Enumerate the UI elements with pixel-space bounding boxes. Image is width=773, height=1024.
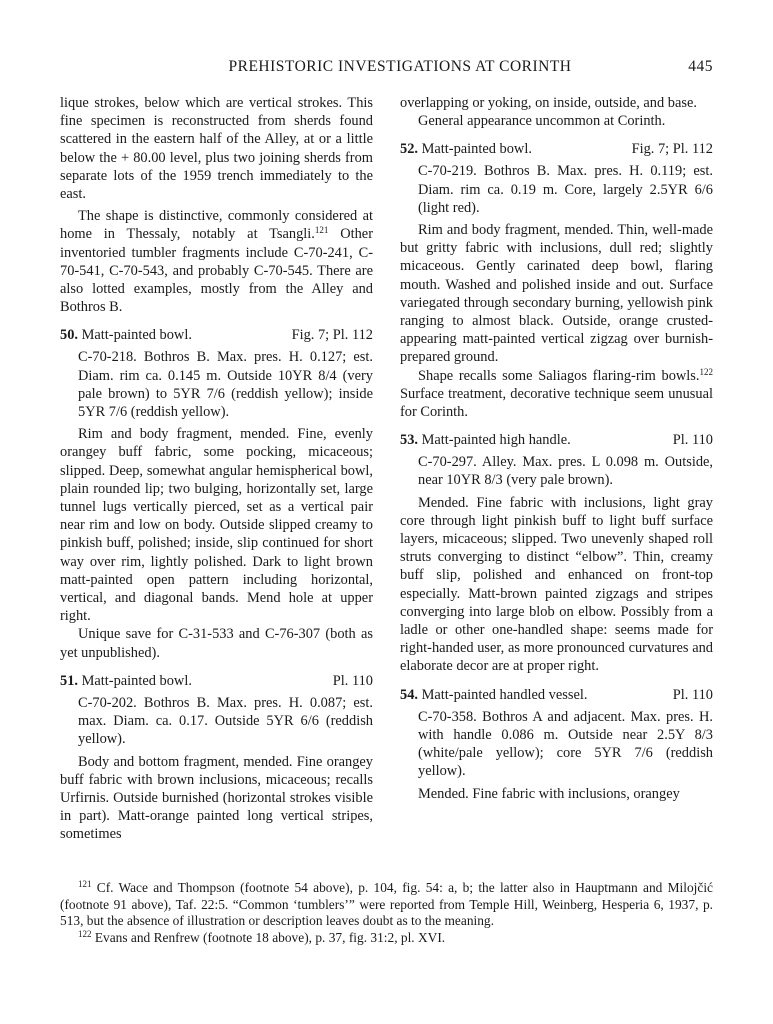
footnote-text: Evans and Renfrew (footnote 18 above), p. 37, fig. 31:2, pl. XVI. — [91, 929, 446, 945]
entry-figure-ref: Pl. 110 — [332, 672, 373, 689]
running-head-title: PREHISTORIC INVESTIGATIONS AT CORINTH — [228, 58, 572, 75]
paragraph: Rim and body fragment, mended. Thin, well-made but gritty fabric with inclusions, dull red; slightly micaceous. Gently carinated deep bowl, flaring mouth. Washed and polished inside and out. Surface variegated through secondary burning, yellowish pink ranging to almost black. Outside, orange crusted-appearing matt-painted vertical zigzag over burnish-prepared ground. — [400, 222, 713, 366]
left-column — [60, 94, 373, 844]
footnote-122 — [60, 930, 713, 947]
entry-figure-ref: Pl. 110 — [672, 432, 713, 449]
catalogue-entry-heading — [400, 431, 713, 449]
running-head — [60, 58, 713, 78]
paragraph-text: Shape recalls some Saliagos flaring-rim bowls. — [418, 367, 700, 384]
entry-title: Matt-painted bowl. — [421, 141, 532, 158]
paragraph-text: Other inventoried tumbler fragments include C-70-241, C-70-541, C-70-543, and probably C-70-545. There are also lotted examples, mostly from the Alley and Bothros B. — [60, 226, 373, 316]
entry-title: Matt-painted high handle. — [421, 432, 571, 449]
paragraph — [60, 207, 373, 316]
entry-description: C-70-297. Alley. Max. pres. L 0.098 m. Outside, near 10YR 8/3 (very pale brown). — [418, 454, 713, 489]
paragraph: lique strokes, below which are vertical strokes. This fine specimen is reconstructed from sherds found scattered in the eastern half of the Alley, at or a little below the + 80.00 level, plus two joining sherds from separate lots of the 1959 trench immediately to the east. — [60, 95, 373, 203]
footnote-marker: 121 — [78, 879, 92, 889]
catalogue-entry-heading — [60, 672, 373, 690]
catalogue-entry-heading — [400, 686, 713, 704]
right-column — [400, 94, 713, 803]
entry-title: Matt-painted bowl. — [81, 327, 192, 344]
entry-figure-ref: Pl. 110 — [672, 686, 713, 703]
entry-figure-ref: Fig. 7; Pl. 112 — [631, 141, 713, 158]
paragraph: Body and bottom fragment, mended. Fine orangey buff fabric with brown inclusions, micaceous; recalls Urfirnis. Outside burnished (horizontal strokes visible in part). Matt-orange painted long vertical stripes, sometimes — [60, 753, 373, 843]
entry-number: 53. — [400, 432, 418, 449]
paragraph: Mended. Fine fabric with inclusions, light gray core through light pinkish buff to light buff surface layers, micaceous; slipped. Two unevenly shaped roll struts converging to distinct “elbow”. Thin, creamy buff slip, polished and enhanced on front-top especially. Matt-brown painted zigzags and stripes converging into large blob on elbow. Possibly from a ladle or other one-handled shape: seems made for right-handed user, as more pronounced curvatures and elaborate decor are at proper right. — [400, 494, 713, 675]
footnote-marker: 122 — [78, 928, 92, 939]
catalogue-entry-heading — [400, 140, 713, 158]
entry-description: C-70-202. Bothros B. Max. pres. H. 0.087; est. max. Diam. ca. 0.17. Outside 5YR 6/6 (reddish yellow). — [78, 694, 373, 748]
paragraph: General appearance uncommon at Corinth. — [418, 113, 666, 130]
paragraph — [400, 367, 713, 422]
entry-description: C-70-218. Bothros B. Max. pres. H. 0.127; est. Diam. rim ca. 0.145 m. Outside 10YR 8/4 (very pale brown) to 5YR 7/6 (reddish yellow); inside 5YR 7/6 (reddish yellow). — [78, 349, 373, 421]
paragraph: Rim and body fragment, mended. Fine, evenly orangey buff fabric, some pocking, micaceous; slipped. Deep, somewhat angular hemispherical bowl, plain rounded lip; two bulging, horizontally set, large tunnel lugs vertically pierced, set as a vertical pair near rim and low on body. Outside slipped creamy to pinkish buff, polished; inside, slip continued for short way over rim, lightly polished. Dark to light brown matt-painted open pattern including horizontal, vertical, and diagonal bands. Mend hole at upper right. — [60, 426, 373, 625]
entry-title: Matt-painted bowl. — [81, 672, 192, 689]
footnote-121 — [60, 880, 713, 930]
entry-figure-ref: Fig. 7; Pl. 112 — [291, 327, 373, 344]
catalogue-entry-heading — [60, 326, 373, 344]
entry-description: C-70-358. Bothros A and adjacent. Max. pres. H. with handle 0.086 m. Outside near 2.5Y 8/3 (white/pale yellow); core 5YR 7/6 (reddish yellow). — [418, 708, 713, 780]
entry-title: Matt-painted handled vessel. — [421, 686, 588, 703]
paragraph-text: Surface treatment, decorative technique seem unusual for Corinth. — [400, 385, 713, 421]
entry-number: 50. — [60, 327, 78, 344]
footnotes — [60, 880, 713, 946]
footnote-text: Cf. Wace and Thompson (footnote 54 above), p. 104, fig. 54: a, b; the latter also in Hauptmann and Milojčić (footnote 91 above), Taf. 22:5. “Common ‘tumblers’” were reported from Temple Hill, Weinberg, Hesperia 6, 1937, p. 513, but the absence of illustration or description leaves doubt as to the meaning. — [60, 880, 713, 929]
footnote-ref[interactable]: 122 — [699, 366, 713, 377]
entry-description: C-70-219. Bothros B. Max. pres. H. 0.119; est. Diam. rim ca. 0.19 m. Core, largely 2.5YR 6/6 (light red). — [418, 163, 713, 216]
paragraph-text: The shape is distinctive, commonly considered at home in Thessaly, notably at Tsangli. — [60, 208, 373, 243]
entry-number: 54. — [400, 686, 418, 703]
footnote-ref[interactable]: 121 — [314, 225, 329, 236]
paragraph: overlapping or yoking, on inside, outside, and base. — [400, 95, 697, 111]
paragraph: Unique save for C-31-533 and C-76-307 (both as yet unpublished). — [60, 626, 373, 661]
entry-number: 52. — [400, 141, 418, 158]
entry-number: 51. — [60, 672, 78, 689]
page-number: 445 — [688, 58, 713, 75]
paragraph: Mended. Fine fabric with inclusions, orangey — [418, 785, 680, 802]
